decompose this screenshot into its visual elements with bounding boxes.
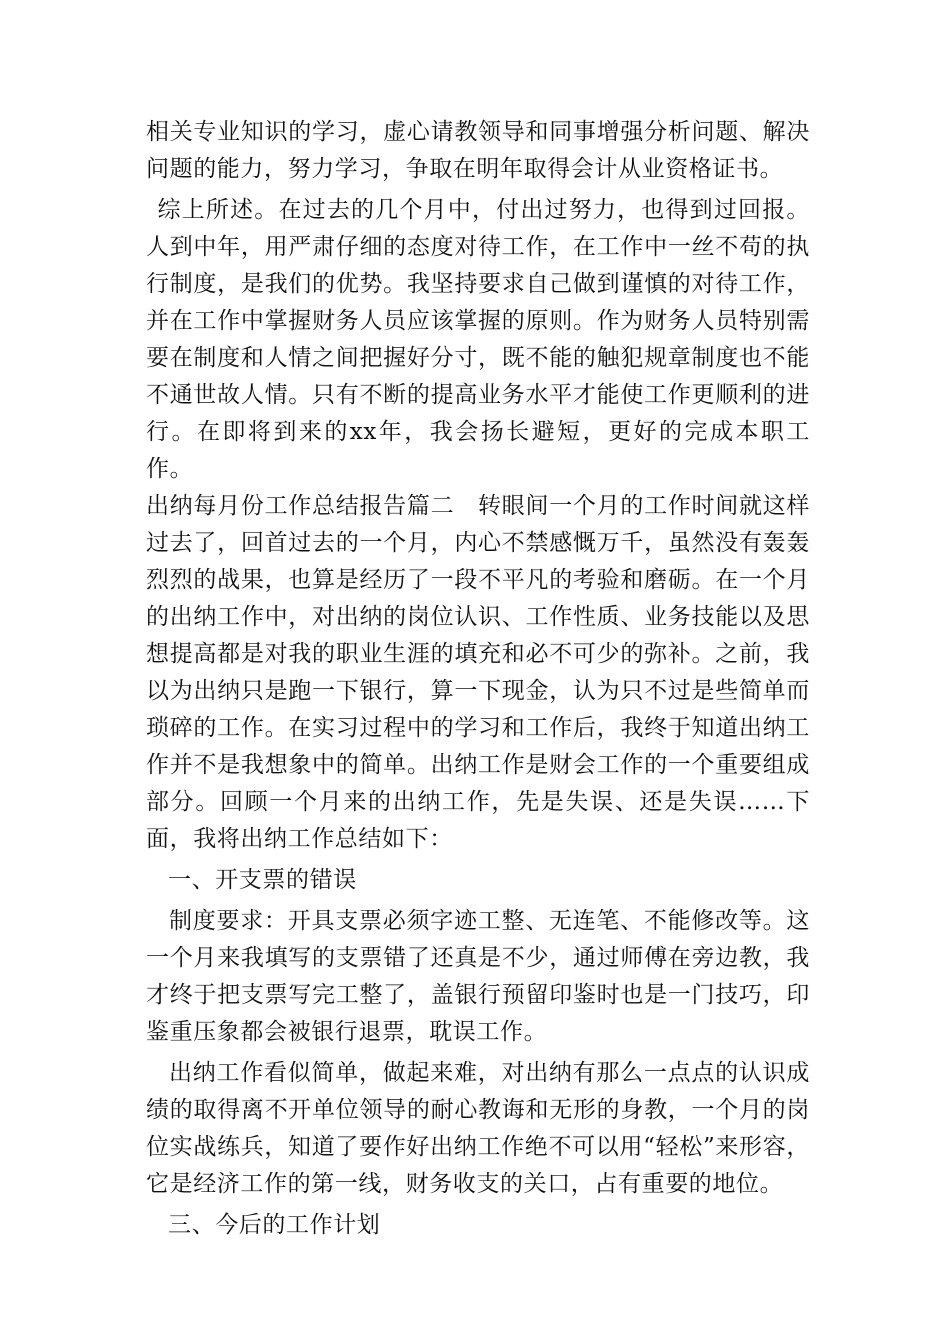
body-paragraph-summary: 综上所述。在过去的几个月中，付出过努力，也得到过回报。人到中年，用严肃仔细的态度对待工作，在工作中一丝不苟的执行制度，是我们的优势。我坚持要求自己做到谨慎的对待工作，并在工作中掌握财务人员应该掌握的原则。作为财务人员特别需要在制度和人情之间把握好分寸，既不能的触犯规章制度也不能不通世故人情。只有不断的提高业务水平才能使工作更顺利的进行。在即将到来的xx年，我会扬长避短，更好的完成本职工作。	[146, 197, 810, 482]
body-paragraph-check-rules: 制度要求：开具支票必须字迹工整、无连笔、不能修改等。这一个月来我填写的支票错了还真是不少，通过师傅在旁边教，我才终于把支票写完工整了，盖银行预留印鉴时也是一门技巧，印鉴重压象都会被银行退票，耽误工作。	[146, 908, 810, 1045]
document-page	[146, 114, 810, 1244]
section-heading-3: 三、今后的工作计划	[168, 1212, 381, 1238]
section-heading-1: 一、开支票的错误	[168, 867, 357, 893]
body-paragraph-section-two: 出纳每月份工作总结报告篇二 转眼间一个月的工作时间就这样过去了，回首过去的一个月，内心不禁感慨万千，虽然没有轰轰烈烈的战果，也算是经历了一段不平凡的考验和磨砺。在一个月的出纳工作中，对出纳的岗位认识、工作性质、业务技能以及思想提高都是对我的职业生涯的填充和必不可少的弥补。之前，我以为出纳只是跑一下银行，算一下现金，认为只不过是些简单而琐碎的工作。在实习过程中的学习和工作后，我终于知道出纳工作并不是我想象中的简单。出纳工作是财会工作的一个重要组成部分。回顾一个月来的出纳工作，先是失误、还是失误……下面，我将出纳工作总结如下：	[146, 493, 810, 852]
body-paragraph-reflection: 出纳工作看似简单，做起来难，对出纳有那么一点点的认识成绩的取得离不开单位领导的耐心教诲和无形的身教，一个月的岗位实战练兵，知道了要作好出纳工作绝不可以用“轻松”来形容，它是经济工作的第一线，财务收支的关口，占有重要的地位。	[146, 1060, 810, 1197]
body-paragraph-1: 相关专业知识的学习，虚心请教领导和同事增强分析问题、解决问题的能力，努力学习，争取在明年取得会计从业资格证书。	[146, 119, 810, 182]
